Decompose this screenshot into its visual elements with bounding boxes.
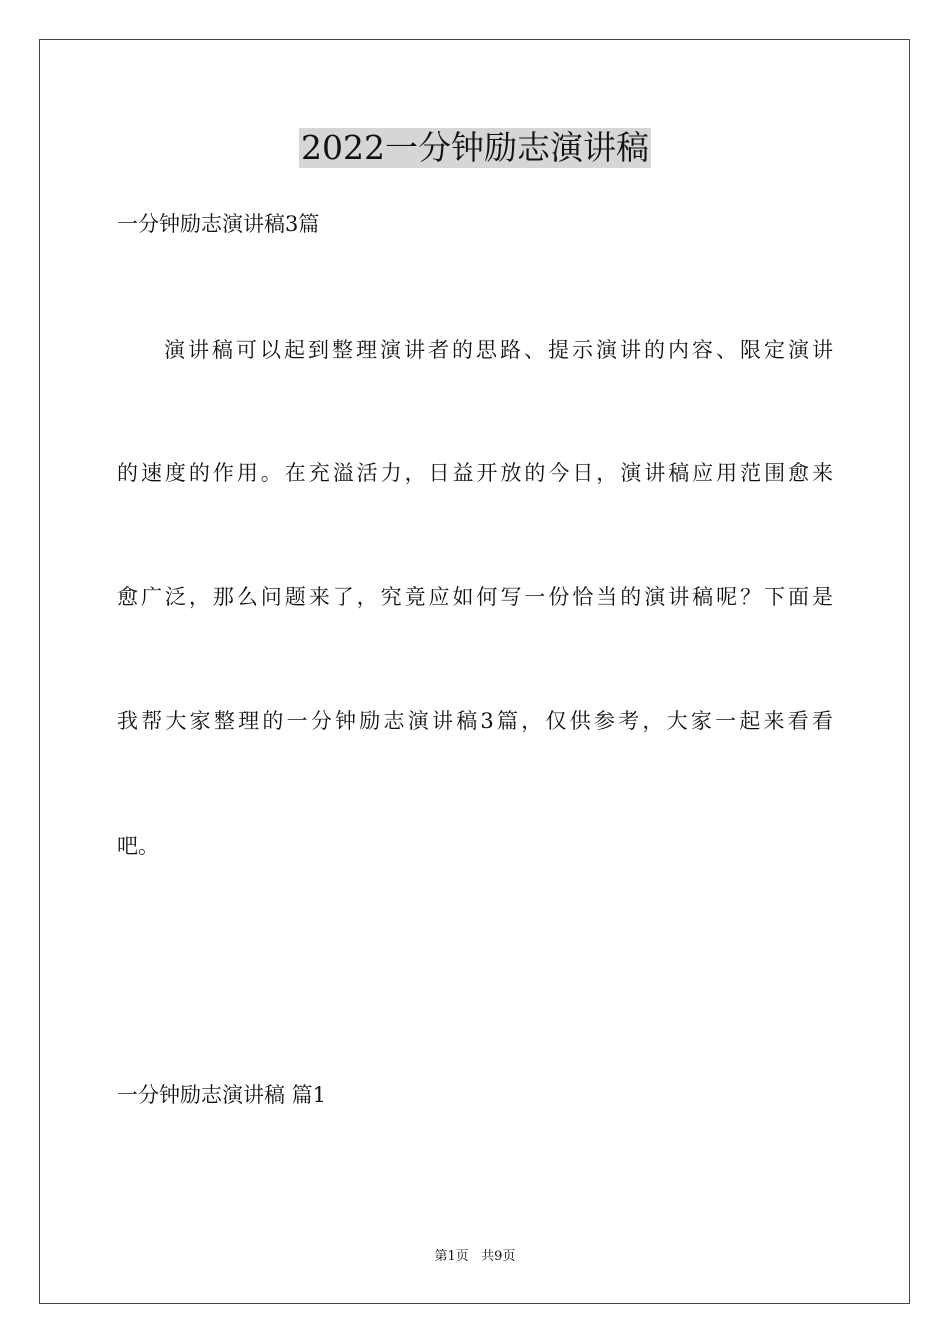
intro-line-5: 吧。 [117,834,159,858]
intro-line-1: 演讲稿可以起到整理演讲者的思路、提示演讲的内容、限定演讲 [164,338,833,362]
page-footer: 第1页 共9页 [434,1249,516,1264]
document-subtitle: 一分钟励志演讲稿3篇 [117,212,320,236]
intro-line-3: 愈广泛，那么问题来了，究竟应如何写一份恰当的演讲稿呢？下面是 [117,585,833,609]
title-container [0,128,950,168]
document-title: 2022一分钟励志演讲稿 [301,128,649,167]
intro-line-2: 的速度的作用。在充溢活力，日益开放的今日，演讲稿应用范围愈来 [117,461,833,485]
section-heading: 一分钟励志演讲稿 篇1 [117,1083,327,1107]
intro-line-4: 我帮大家整理的一分钟励志演讲稿3篇，仅供参考，大家一起来看看 [117,709,833,733]
